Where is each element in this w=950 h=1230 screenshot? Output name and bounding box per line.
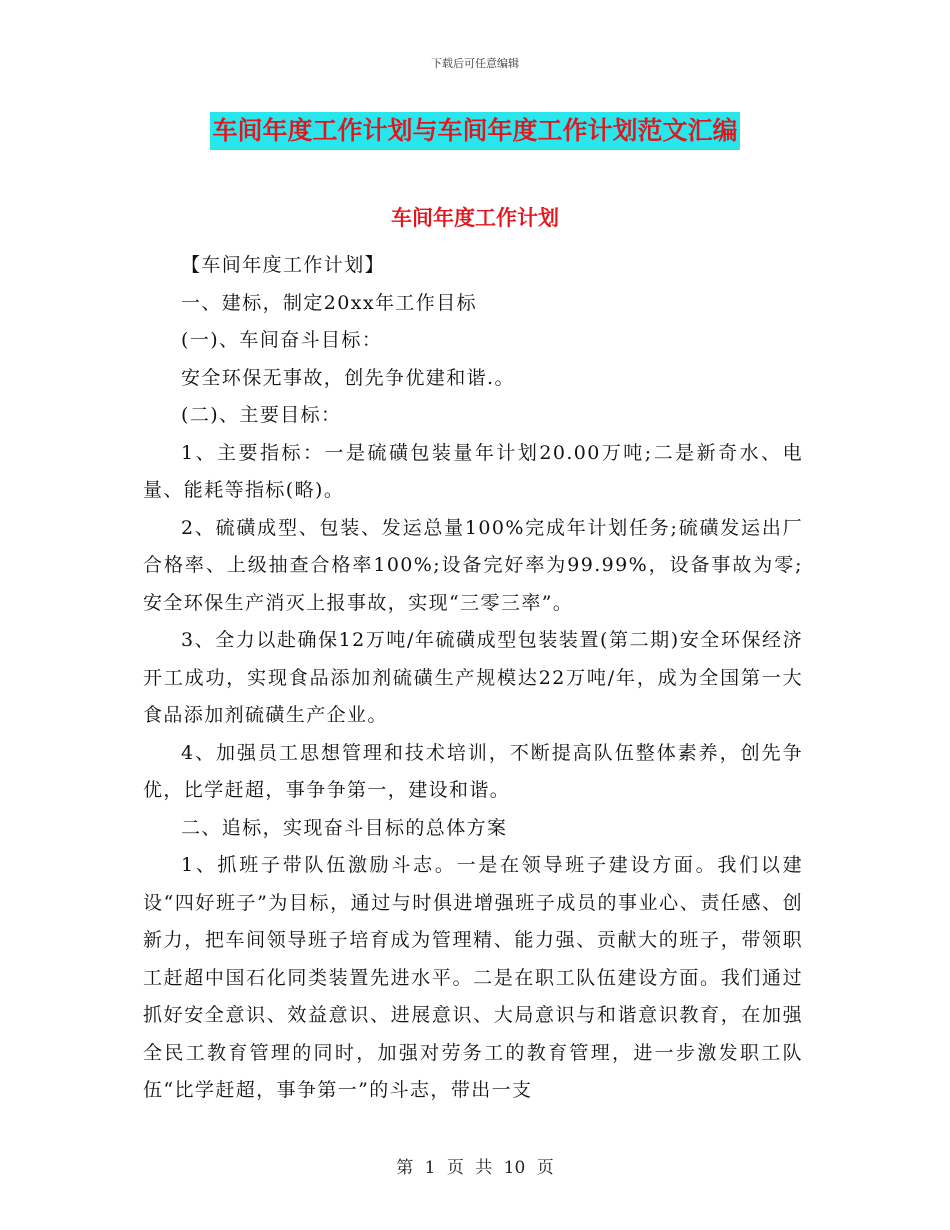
section-title: 车间年度工作计划 [391, 205, 559, 230]
main-title: 车间年度工作计划与车间年度工作计划范文汇编 [210, 112, 739, 150]
paragraph: 安全环保无事故，创先争优建和谐.。 [181, 366, 515, 389]
paragraph: 一、建标，制定20xx年工作目标 [181, 291, 478, 314]
paragraph: (二)、主要目标： [181, 404, 342, 426]
main-title-container [0, 112, 950, 150]
paragraph: 1、主要指标：一是硫磺包装量年计划20.00万吨;二是新奇水、电量、能耗等指标(略)。 [143, 441, 803, 501]
paragraph: 2、硫磺成型、包装、发运总量100%完成年计划任务;硫磺发运出厂合格率、上级抽查合格率100%;设备完好率为99.99%，设备事故为零;安全环保生产消灭上报事故，实现“三零三率”。 [143, 516, 803, 614]
paragraph: (一)、车间奋斗目标： [181, 329, 383, 351]
paragraph: 3、全力以赴确保12万吨/年硫磺成型包装装置(第二期)安全环保经济开工成功，实现食品添加剂硫磺生产规模达22万吨/年，成为全国第一大食品添加剂硫磺生产企业。 [143, 629, 803, 726]
paragraph: 4、加强员工思想管理和技术培训，不断提高队伍整体素养，创先争优，比学赶超，事争争第一，建设和谐。 [143, 741, 803, 801]
paragraph: 二、追标，实现奋斗目标的总体方案 [181, 816, 508, 839]
header-note: 下载后可任意编辑 [431, 57, 519, 70]
paragraph: 1、抓班子带队伍激励斗志。一是在领导班子建设方面。我们以建设“四好班子”为目标，通过与时俱进增强班子成员的事业心、责任感、创新力，把车间领导班子培育成为管理精、能力强、贡献大的班子，带领职工赶超中国石化同类装置先进水平。二是在职工队伍建设方面。我们通过抓好安全意识、效益意识、进展意识、大局意识与和谐意识教育，在加强全民工教育管理的同时，加强对劳务工的教育管理，进一步激发职工队伍“比学赶超，事争第一”的斗志，带出一支 [143, 854, 803, 1101]
document-body [143, 247, 803, 1110]
page-footer: 第 1 页 共 10 页 [396, 1158, 554, 1178]
paragraph: 【车间年度工作计划】 [181, 254, 386, 276]
